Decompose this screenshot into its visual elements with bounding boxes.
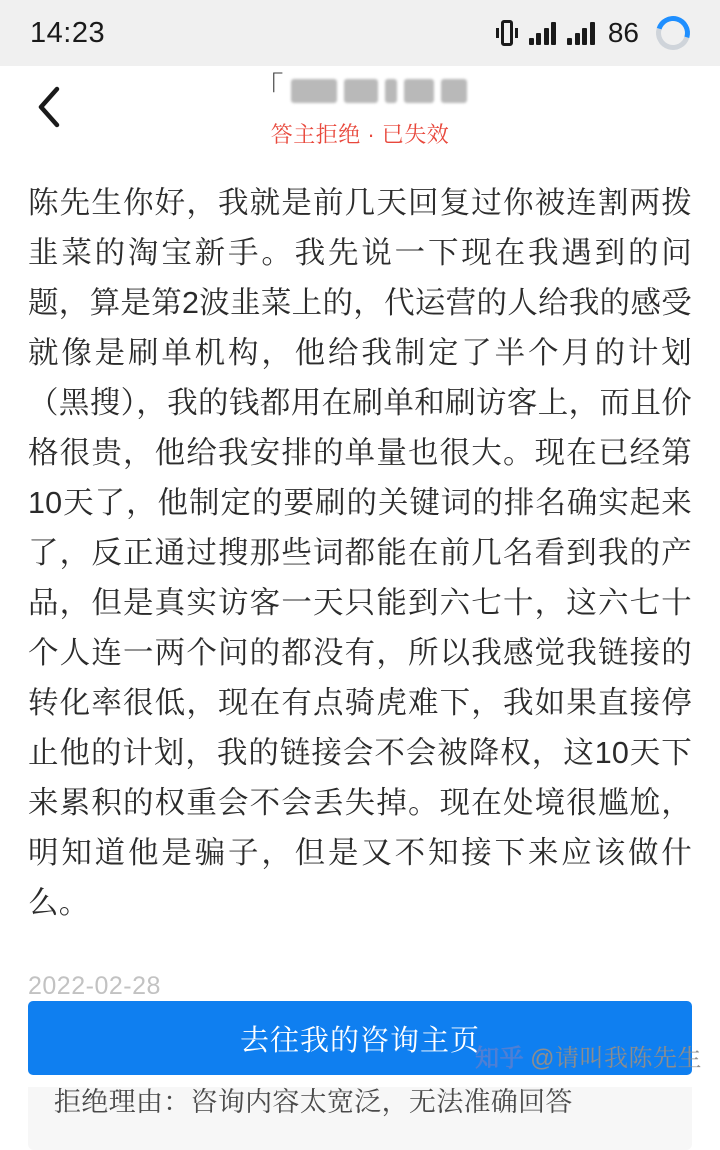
watermark	[475, 1038, 702, 1073]
nav-bar	[0, 66, 720, 154]
signal-icon-2	[567, 21, 595, 45]
redaction-block	[441, 79, 467, 103]
bottom-action-bar	[0, 1001, 720, 1087]
vibrate-icon	[496, 20, 518, 46]
watermark-logo: 知乎	[475, 1045, 525, 1072]
post-date: 2022-02-28	[28, 972, 161, 1000]
go-to-consult-home-button[interactable]: 去往我的咨询主页	[28, 1001, 692, 1075]
quote-glyph: 「	[253, 72, 284, 105]
nav-title-redacted	[254, 74, 467, 108]
redaction-block	[344, 79, 378, 103]
nav-title-block	[0, 74, 720, 149]
redaction-block	[385, 79, 397, 103]
reject-reason-text: 拒绝理由：咨询内容太宽泛，无法准确回答	[54, 1087, 573, 1117]
question-body: 陈先生你好，我就是前几天回复过你被连割两拨韭菜的淘宝新手。我先说一下现在我遇到的问题，算是第2波韭菜上的，代运营的人给我的感受就像是刷单机构，他给我制定了半个月的计划（黑搜），我的钱都用在刷单和刷访客上，而且价格很贵，他给我安排的单量也很大。现在已经第10天了，他制定的要刷的关键词的排名确实起来了，反正通过搜那些词都能在前几名看到我的产品，但是真实访客一天只能到六七十，这六七十个人连一两个问的都没有，所以我感觉我链接的转化率很低，现在有点骑虎难下，我如果直接停止他的计划，我的链接会不会被降权，这10天下来累积的权重会不会丢失掉。现在处境很尴尬，明知道他是骗子，但是又不知接下来应该做什么。	[28, 186, 692, 920]
battery-percent: 86	[607, 17, 639, 48]
status-time: 14:23	[30, 16, 106, 49]
redaction-block	[291, 79, 337, 103]
status-indicators	[496, 16, 690, 50]
redaction-block	[404, 79, 434, 103]
status-bar	[0, 0, 720, 66]
signal-icon-1	[529, 21, 557, 45]
back-button[interactable]	[26, 78, 72, 136]
battery-ring-icon	[650, 10, 696, 56]
status-badge: 答主拒绝 · 已失效	[270, 122, 450, 147]
watermark-text: @请叫我陈先生	[530, 1045, 702, 1072]
back-chevron-icon	[36, 85, 62, 129]
